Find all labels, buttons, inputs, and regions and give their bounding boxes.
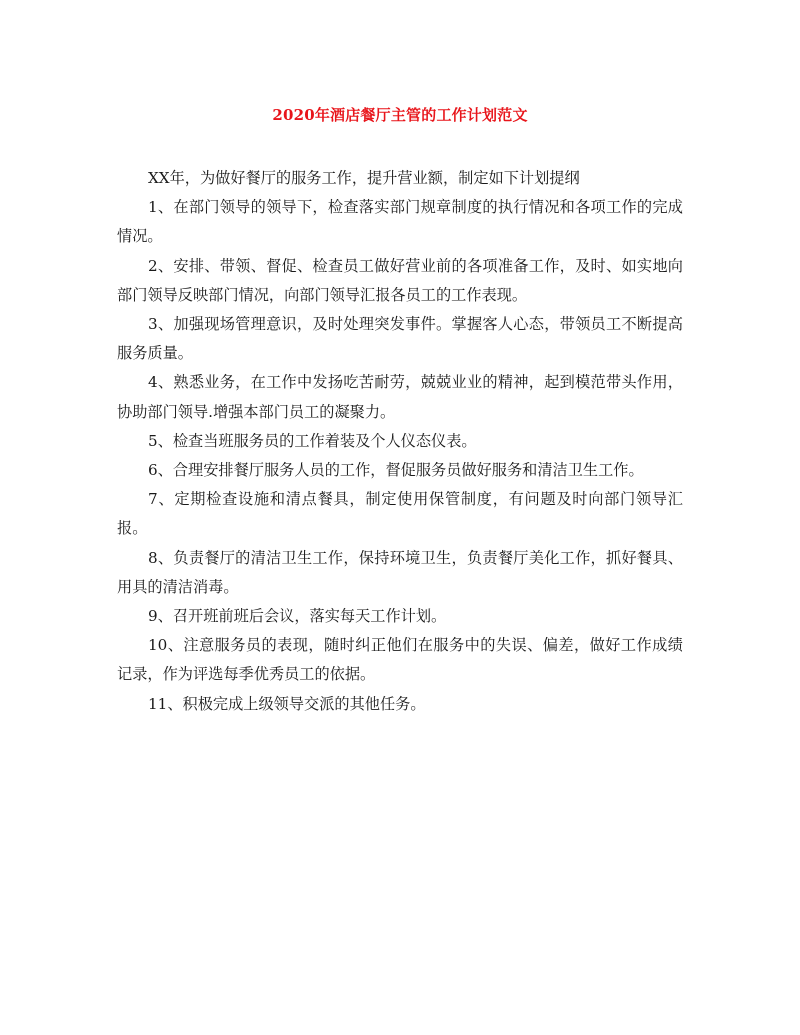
paragraph-intro: XX年，为做好餐厅的服务工作，提升营业额，制定如下计划提纲 xyxy=(148,169,580,187)
paragraph-item-1: 1、在部门领导的领导下，检查落实部门规章制度的执行情况和各项工作的完成情况。 xyxy=(117,198,683,246)
paragraph-item-3: 3、加强现场管理意识，及时处理突发事件。掌握客人心态，带领员工不断提高服务质量。 xyxy=(117,315,683,363)
paragraph-item-2: 2、安排、带领、督促、检查员工做好营业前的各项准备工作，及时、如实地向部门领导反映部门情况，向部门领导汇报各员工的工作表现。 xyxy=(117,256,683,304)
paragraph-item-8: 8、负责餐厅的清洁卫生工作，保持环境卫生，负责餐厅美化工作，抓好餐具、用具的清洁消毒。 xyxy=(117,548,683,596)
paragraph-item-5: 5、检查当班服务员的工作着装及个人仪态仪表。 xyxy=(148,431,477,450)
paragraph-item-10: 10、注意服务员的表现，随时纠正他们在服务中的失误、偏差，做好工作成绩记录，作为评选每季优秀员工的依据。 xyxy=(117,636,683,684)
paragraph-item-4: 4、熟悉业务，在工作中发扬吃苦耐劳，兢兢业业的精神，起到模范带头作用，协助部门领导.增强本部门员工的凝聚力。 xyxy=(117,373,683,421)
paragraph-item-9: 9、召开班前班后会议，落实每天工作计划。 xyxy=(148,607,447,626)
paragraph-item-6: 6、合理安排餐厅服务人员的工作，督促服务员做好服务和清洁卫生工作。 xyxy=(148,461,644,480)
paragraph-item-7: 7、定期检查设施和清点餐具，制定使用保管制度，有问题及时向部门领导汇报。 xyxy=(117,490,683,538)
document-body xyxy=(117,164,683,719)
paragraph-item-11: 11、积极完成上级领导交派的其他任务。 xyxy=(148,694,426,713)
document-title: 2020年酒店餐厅主管的工作计划范文 xyxy=(272,106,528,124)
